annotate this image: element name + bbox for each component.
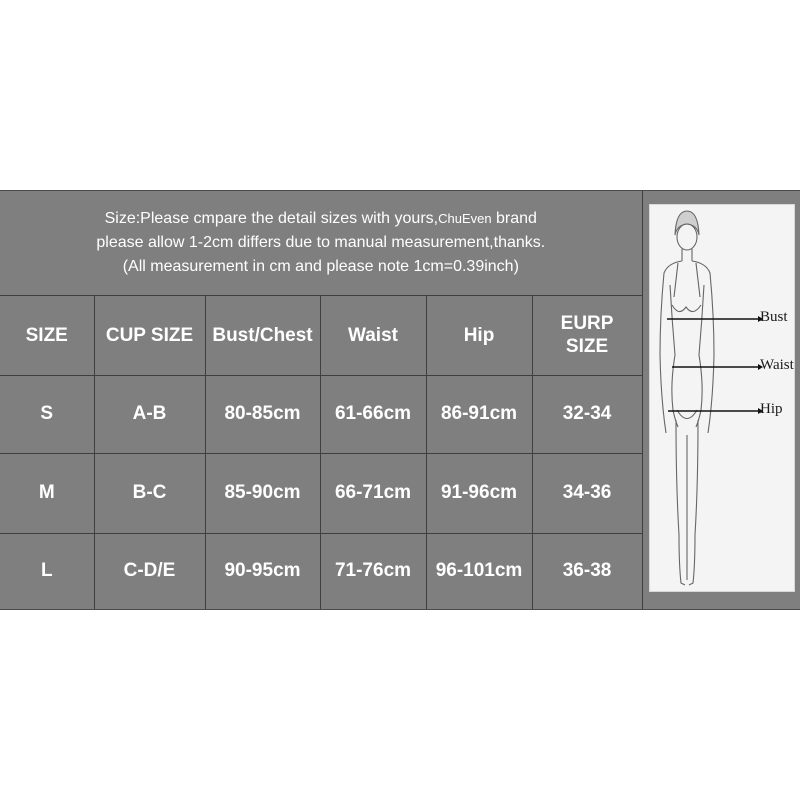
note-line-1-tail: brand xyxy=(491,209,537,227)
header-hip: Hip xyxy=(426,295,532,375)
cell-hip: 91-96cm xyxy=(426,453,532,533)
cell-cup-size: C-D/E xyxy=(94,533,205,609)
header-bust-chest: Bust/Chest xyxy=(205,295,320,375)
cell-hip: 86-91cm xyxy=(426,375,532,453)
figure-frame xyxy=(649,204,795,592)
note-line-2: please allow 1-2cm differs due to manual measurement,thanks. xyxy=(96,233,546,251)
note-line-1 xyxy=(0,207,642,231)
header-row xyxy=(0,295,642,375)
cell-eurp-size: 36-38 xyxy=(532,533,642,609)
note-line-1-lead: Size:Please cmpare the detail sizes with yours, xyxy=(104,209,439,227)
cell-eurp-size: 32-34 xyxy=(532,375,642,453)
cell-hip: 96-101cm xyxy=(426,533,532,609)
cell-size: M xyxy=(0,453,94,533)
size-chart xyxy=(0,190,800,610)
header-waist: Waist xyxy=(320,295,426,375)
waist-label: Waist xyxy=(760,357,794,373)
hip-label: Hip xyxy=(760,401,783,417)
cell-cup-size: A-B xyxy=(94,375,205,453)
cell-cup-size: B-C xyxy=(94,453,205,533)
size-note xyxy=(0,191,642,295)
cell-bust: 90-95cm xyxy=(205,533,320,609)
header-cup-size: CUP SIZE xyxy=(94,295,205,375)
cell-waist: 71-76cm xyxy=(320,533,426,609)
body-outline-figure xyxy=(650,205,796,593)
cell-eurp-size: 34-36 xyxy=(532,453,642,533)
cell-bust: 85-90cm xyxy=(205,453,320,533)
cell-waist: 61-66cm xyxy=(320,375,426,453)
size-table xyxy=(0,191,643,609)
cell-size: L xyxy=(0,533,94,609)
header-size: SIZE xyxy=(0,295,94,375)
table-row xyxy=(0,453,642,533)
cell-size: S xyxy=(0,375,94,453)
table-row xyxy=(0,533,642,609)
header-eurp-size: EURP SIZE xyxy=(532,295,642,375)
cell-waist: 66-71cm xyxy=(320,453,426,533)
note-line-3: (All measurement in cm and please note 1cm=0.39inch) xyxy=(122,257,519,275)
measurement-guide xyxy=(642,191,800,609)
brand-name: ChuEven xyxy=(438,210,492,226)
table-row xyxy=(0,375,642,453)
bust-label: Bust xyxy=(760,309,788,325)
cell-bust: 80-85cm xyxy=(205,375,320,453)
